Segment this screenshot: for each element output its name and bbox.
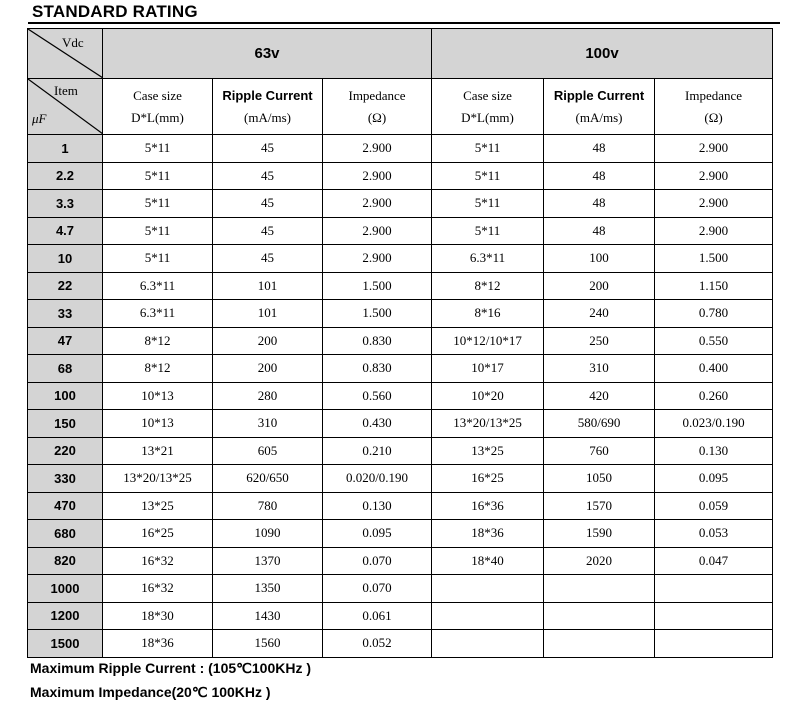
impedance-63v-cell: 2.900 xyxy=(323,135,432,163)
table-row xyxy=(28,190,773,218)
impedance-63v-cell: 0.430 xyxy=(323,410,432,438)
ripple-current-100v-cell: 1050 xyxy=(544,465,655,493)
case-size-100v-cell: 6.3*11 xyxy=(432,245,544,273)
ripple-current-100v-cell: 420 xyxy=(544,382,655,410)
ripple-current-100v-cell xyxy=(544,602,655,630)
impedance-100v-cell xyxy=(655,630,773,658)
case-size-63v-cell: 13*21 xyxy=(103,437,213,465)
ripple-current-63v-cell: 45 xyxy=(213,162,323,190)
impedance-63v-cell: 0.830 xyxy=(323,355,432,383)
case-size-100v-cell: 10*17 xyxy=(432,355,544,383)
impedance-100v-cell: 0.260 xyxy=(655,382,773,410)
impedance-100v-cell: 0.047 xyxy=(655,547,773,575)
impedance-63v-cell: 2.900 xyxy=(323,190,432,218)
case-size-100v-cell: 5*11 xyxy=(432,190,544,218)
case-size-63v-cell: 10*13 xyxy=(103,382,213,410)
column-header-line2: (Ω) xyxy=(367,109,387,125)
item-label: Item xyxy=(54,83,78,98)
case-size-100v-cell xyxy=(432,602,544,630)
table-row xyxy=(28,355,773,383)
column-header-impedance-100v xyxy=(655,79,773,135)
column-header-case-size-63v xyxy=(103,79,213,135)
case-size-100v-cell xyxy=(432,630,544,658)
capacitance-cell: 33 xyxy=(28,300,103,328)
case-size-63v-cell: 13*25 xyxy=(103,492,213,520)
ripple-current-63v-cell: 605 xyxy=(213,437,323,465)
impedance-100v-cell: 0.023/0.190 xyxy=(655,410,773,438)
table-row xyxy=(28,135,773,163)
column-header-line2: (mA/ms) xyxy=(575,109,623,125)
impedance-63v-cell: 0.070 xyxy=(323,547,432,575)
ripple-current-100v-cell: 48 xyxy=(544,190,655,218)
impedance-63v-cell: 0.095 xyxy=(323,520,432,548)
capacitance-cell: 820 xyxy=(28,547,103,575)
ripple-current-100v-cell xyxy=(544,575,655,603)
case-size-63v-cell: 18*36 xyxy=(103,630,213,658)
title-underline xyxy=(28,22,780,24)
table-row xyxy=(28,630,773,658)
column-header-case-size-100v xyxy=(432,79,544,135)
ripple-current-100v-cell: 100 xyxy=(544,245,655,273)
ripple-current-100v-cell: 48 xyxy=(544,217,655,245)
ripple-current-100v-cell xyxy=(544,630,655,658)
page-title: STANDARD RATING xyxy=(32,2,198,21)
impedance-100v-cell: 2.900 xyxy=(655,162,773,190)
case-size-100v-cell: 18*36 xyxy=(432,520,544,548)
ripple-current-63v-cell: 280 xyxy=(213,382,323,410)
ripple-current-100v-cell: 1590 xyxy=(544,520,655,548)
capacitance-cell: 22 xyxy=(28,272,103,300)
ripple-current-100v-cell: 310 xyxy=(544,355,655,383)
ripple-current-63v-cell: 45 xyxy=(213,135,323,163)
capacitance-cell: 1200 xyxy=(28,602,103,630)
ripple-current-63v-cell: 310 xyxy=(213,410,323,438)
ripple-current-100v-cell: 760 xyxy=(544,437,655,465)
ripple-current-63v-cell: 1350 xyxy=(213,575,323,603)
ripple-current-63v-cell: 1560 xyxy=(213,630,323,658)
case-size-63v-cell: 18*30 xyxy=(103,602,213,630)
vdc-label: Vdc xyxy=(62,35,84,50)
impedance-63v-cell: 0.061 xyxy=(323,602,432,630)
capacitance-cell: 470 xyxy=(28,492,103,520)
column-header-line2: (Ω) xyxy=(704,109,723,125)
case-size-100v-cell: 5*11 xyxy=(432,162,544,190)
table-row xyxy=(28,410,773,438)
impedance-100v-cell: 2.900 xyxy=(655,217,773,245)
impedance-100v-cell: 0.780 xyxy=(655,300,773,328)
ripple-current-63v-cell: 200 xyxy=(213,327,323,355)
case-size-63v-cell: 6.3*11 xyxy=(103,300,213,328)
ripple-current-100v-cell: 200 xyxy=(544,272,655,300)
impedance-63v-cell: 1.500 xyxy=(323,300,432,328)
capacitance-cell: 68 xyxy=(28,355,103,383)
impedance-100v-cell: 0.550 xyxy=(655,327,773,355)
table-row xyxy=(28,162,773,190)
table-row xyxy=(28,602,773,630)
case-size-63v-cell: 5*11 xyxy=(103,217,213,245)
table-row xyxy=(28,327,773,355)
column-header-ripple-current-63v xyxy=(213,79,323,135)
capacitance-cell: 1500 xyxy=(28,630,103,658)
case-size-100v-cell: 8*16 xyxy=(432,300,544,328)
impedance-63v-cell: 0.052 xyxy=(323,630,432,658)
ripple-current-63v-cell: 45 xyxy=(213,217,323,245)
case-size-100v-cell: 16*25 xyxy=(432,465,544,493)
case-size-100v-cell: 5*11 xyxy=(432,217,544,245)
case-size-63v-cell: 8*12 xyxy=(103,327,213,355)
impedance-100v-cell xyxy=(655,575,773,603)
case-size-100v-cell: 5*11 xyxy=(432,135,544,163)
ripple-current-63v-cell: 780 xyxy=(213,492,323,520)
case-size-100v-cell: 10*12/10*17 xyxy=(432,327,544,355)
case-size-63v-cell: 6.3*11 xyxy=(103,272,213,300)
uf-label: μF xyxy=(32,111,47,126)
capacitance-cell: 1 xyxy=(28,135,103,163)
impedance-100v-cell: 1.500 xyxy=(655,245,773,273)
impedance-63v-cell: 0.830 xyxy=(323,327,432,355)
impedance-63v-cell: 2.900 xyxy=(323,245,432,273)
impedance-100v-cell: 0.095 xyxy=(655,465,773,493)
ripple-current-100v-cell: 580/690 xyxy=(544,410,655,438)
column-header-line1: Impedance xyxy=(348,87,406,103)
case-size-63v-cell: 10*13 xyxy=(103,410,213,438)
impedance-63v-cell: 0.210 xyxy=(323,437,432,465)
ripple-current-63v-cell: 45 xyxy=(213,190,323,218)
ripple-current-100v-cell: 2020 xyxy=(544,547,655,575)
impedance-100v-cell: 2.900 xyxy=(655,190,773,218)
table-row xyxy=(28,217,773,245)
table-row xyxy=(28,465,773,493)
case-size-63v-cell: 8*12 xyxy=(103,355,213,383)
capacitance-cell: 10 xyxy=(28,245,103,273)
impedance-63v-cell: 0.020/0.190 xyxy=(323,465,432,493)
capacitance-cell: 2.2 xyxy=(28,162,103,190)
ripple-current-100v-cell: 250 xyxy=(544,327,655,355)
ripple-current-63v-cell: 101 xyxy=(213,272,323,300)
impedance-63v-cell: 0.070 xyxy=(323,575,432,603)
impedance-100v-cell: 1.150 xyxy=(655,272,773,300)
ripple-current-63v-cell: 1430 xyxy=(213,602,323,630)
table-row xyxy=(28,300,773,328)
column-header-line2: D*L(mm) xyxy=(131,109,184,125)
impedance-100v-cell: 2.900 xyxy=(655,135,773,163)
capacitance-cell: 1000 xyxy=(28,575,103,603)
impedance-63v-cell: 0.130 xyxy=(323,492,432,520)
column-header-line1: Case size xyxy=(133,87,182,103)
rating-table xyxy=(27,28,773,658)
column-header-line1: Impedance xyxy=(685,87,743,103)
table-row xyxy=(28,382,773,410)
impedance-63v-cell: 1.500 xyxy=(323,272,432,300)
capacitance-cell: 330 xyxy=(28,465,103,493)
impedance-100v-cell: 0.059 xyxy=(655,492,773,520)
table-row xyxy=(28,492,773,520)
voltage-63v-header: 63v xyxy=(103,29,432,79)
capacitance-cell: 150 xyxy=(28,410,103,438)
ripple-current-100v-cell: 1570 xyxy=(544,492,655,520)
ripple-current-100v-cell: 240 xyxy=(544,300,655,328)
impedance-100v-cell xyxy=(655,602,773,630)
capacitance-cell: 220 xyxy=(28,437,103,465)
column-header-line2: D*L(mm) xyxy=(461,109,514,125)
note-max-impedance: Maximum Impedance(20℃ 100KHz ) xyxy=(30,684,271,700)
case-size-100v-cell: 8*12 xyxy=(432,272,544,300)
impedance-63v-cell: 2.900 xyxy=(323,217,432,245)
impedance-100v-cell: 0.053 xyxy=(655,520,773,548)
column-header-line2: (mA/ms) xyxy=(244,109,291,125)
case-size-100v-cell xyxy=(432,575,544,603)
case-size-100v-cell: 13*25 xyxy=(432,437,544,465)
column-header-line1: Case size xyxy=(463,87,512,103)
column-header-line1: Ripple Current xyxy=(553,87,645,103)
voltage-100v-header: 100v xyxy=(432,29,773,79)
note-max-ripple-current: Maximum Ripple Current : (105℃100KHz ) xyxy=(30,660,312,676)
ripple-current-63v-cell: 45 xyxy=(213,245,323,273)
column-header-ripple-current-100v xyxy=(544,79,655,135)
case-size-63v-cell: 16*32 xyxy=(103,547,213,575)
table-row xyxy=(28,272,773,300)
case-size-63v-cell: 13*20/13*25 xyxy=(103,465,213,493)
capacitance-cell: 3.3 xyxy=(28,190,103,218)
column-header-impedance-63v xyxy=(323,79,432,135)
case-size-63v-cell: 5*11 xyxy=(103,135,213,163)
impedance-100v-cell: 0.400 xyxy=(655,355,773,383)
case-size-63v-cell: 16*32 xyxy=(103,575,213,603)
case-size-63v-cell: 5*11 xyxy=(103,162,213,190)
table-row xyxy=(28,547,773,575)
impedance-63v-cell: 0.560 xyxy=(323,382,432,410)
case-size-100v-cell: 18*40 xyxy=(432,547,544,575)
case-size-100v-cell: 13*20/13*25 xyxy=(432,410,544,438)
capacitance-cell: 100 xyxy=(28,382,103,410)
vdc-corner-cell xyxy=(28,29,103,79)
capacitance-cell: 680 xyxy=(28,520,103,548)
case-size-100v-cell: 10*20 xyxy=(432,382,544,410)
table-row xyxy=(28,575,773,603)
case-size-63v-cell: 5*11 xyxy=(103,190,213,218)
ripple-current-63v-cell: 200 xyxy=(213,355,323,383)
impedance-63v-cell: 2.900 xyxy=(323,162,432,190)
ripple-current-63v-cell: 101 xyxy=(213,300,323,328)
ripple-current-63v-cell: 620/650 xyxy=(213,465,323,493)
table-row xyxy=(28,437,773,465)
capacitance-cell: 4.7 xyxy=(28,217,103,245)
ripple-current-63v-cell: 1370 xyxy=(213,547,323,575)
case-size-63v-cell: 16*25 xyxy=(103,520,213,548)
impedance-100v-cell: 0.130 xyxy=(655,437,773,465)
table-row xyxy=(28,520,773,548)
column-header-line1: Ripple Current xyxy=(222,87,313,103)
case-size-100v-cell: 16*36 xyxy=(432,492,544,520)
item-uf-corner-cell xyxy=(28,79,103,135)
ripple-current-63v-cell: 1090 xyxy=(213,520,323,548)
ripple-current-100v-cell: 48 xyxy=(544,135,655,163)
ripple-current-100v-cell: 48 xyxy=(544,162,655,190)
case-size-63v-cell: 5*11 xyxy=(103,245,213,273)
table-row xyxy=(28,245,773,273)
capacitance-cell: 47 xyxy=(28,327,103,355)
